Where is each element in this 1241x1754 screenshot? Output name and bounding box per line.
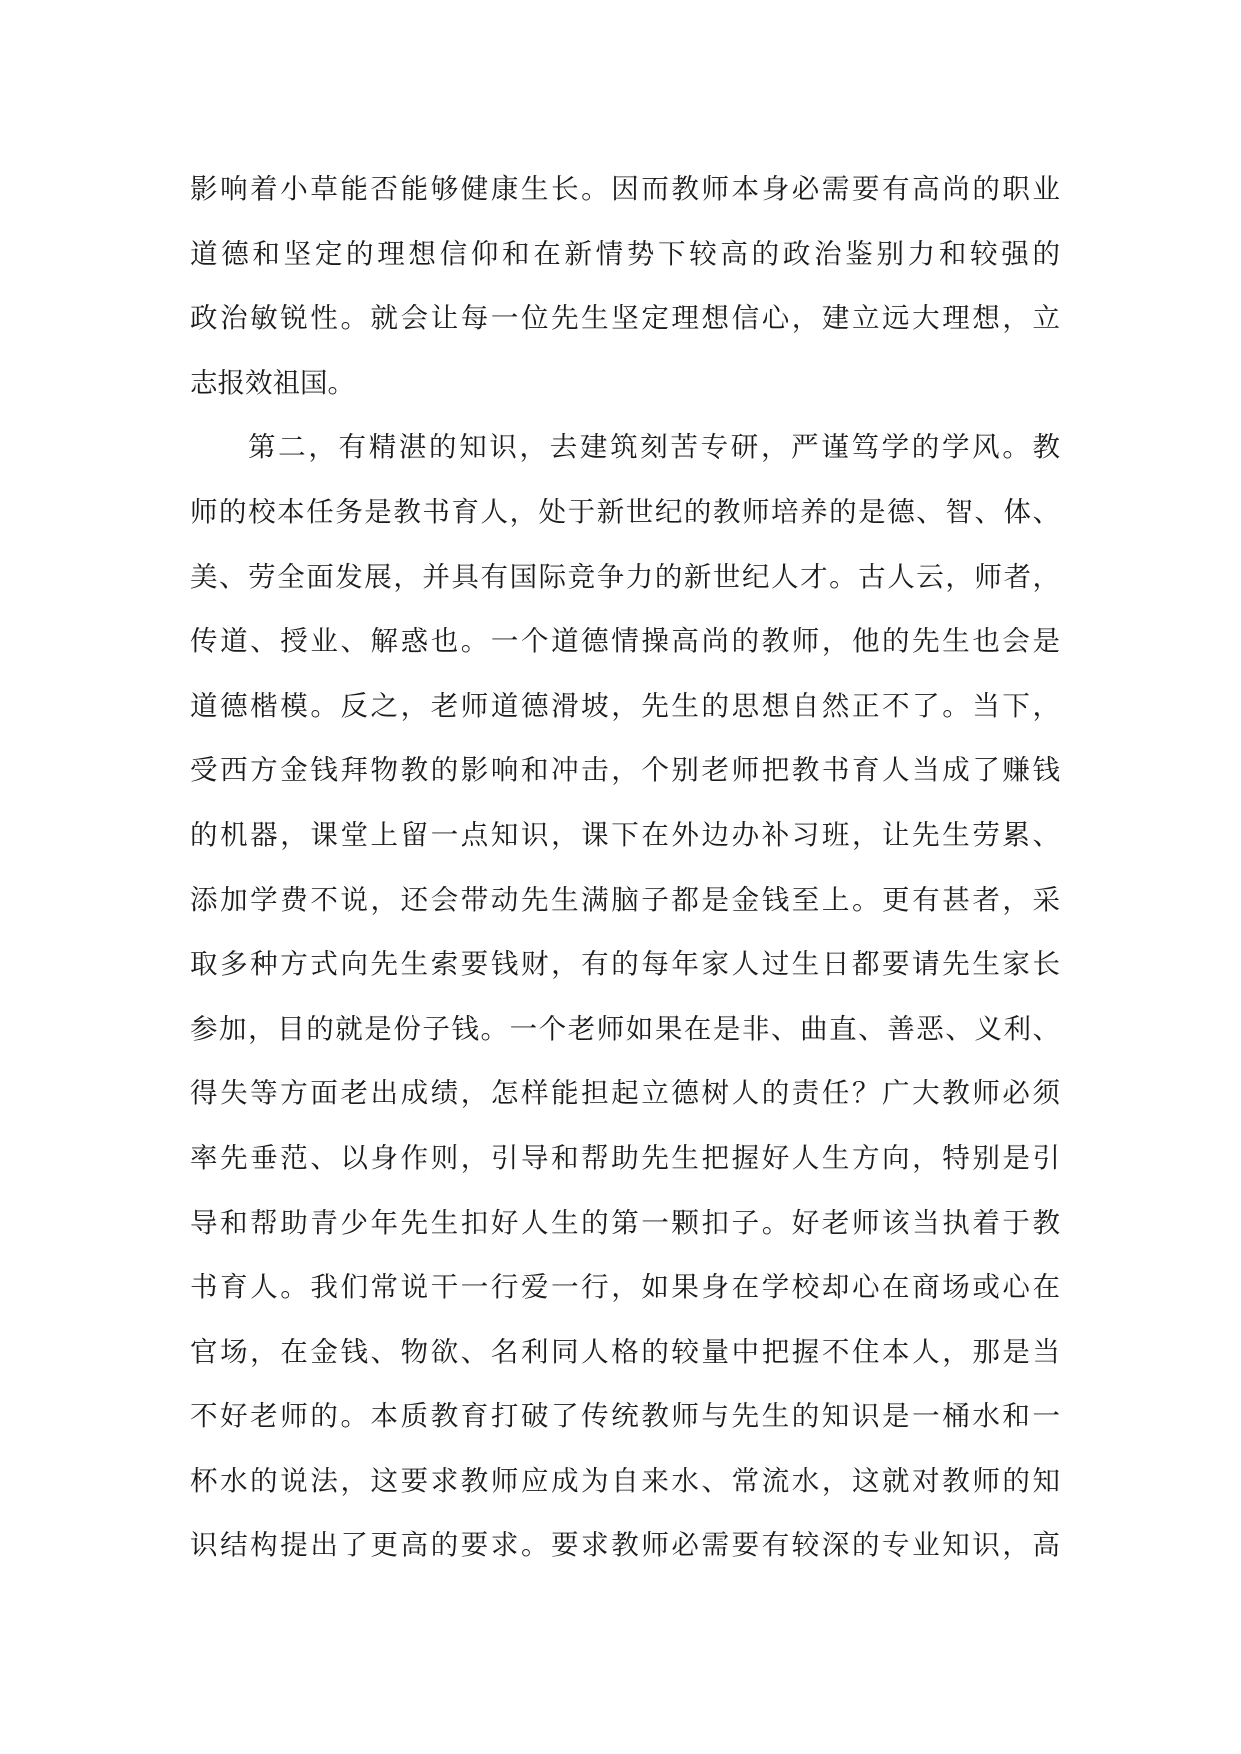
text-line: 得失等方面老出成绩，怎样能担起立德树人的责任？广大教师必须: [190, 1077, 1060, 1110]
text-line: 杯水的说法，这要求教师应成为自来水、常流水，这就对教师的知: [190, 1464, 1060, 1497]
text-line: 受西方金钱拜物教的影响和冲击，个别老师把教书育人当成了赚钱: [190, 754, 1060, 787]
text-line: 师的校本任务是教书育人，处于新世纪的教师培养的是德、智、体、: [190, 495, 1060, 528]
text-line: 添加学费不说，还会带动先生满脑子都是金钱至上。更有甚者，采: [190, 883, 1060, 916]
text-line: 书育人。我们常说干一行爱一行，如果身在学校却心在商场或心在: [190, 1271, 1060, 1304]
paragraph-first-line: 第二，有精湛的知识，去建筑刻苦专研，严谨笃学的学风。教: [248, 431, 1060, 464]
text-line: 道德楷模。反之，老师道德滑坡，先生的思想自然正不了。当下，: [190, 689, 1060, 722]
text-line: 道德和坚定的理想信仰和在新情势下较高的政治鉴别力和较强的: [190, 237, 1060, 270]
text-line: 取多种方式向先生索要钱财，有的每年家人过生日都要请先生家长: [190, 948, 1060, 981]
body-text: [190, 157, 1060, 1578]
text-line: 志报效祖国。: [190, 366, 355, 399]
text-line: 导和帮助青少年先生扣好人生的第一颗扣子。好老师该当执着于教: [190, 1206, 1060, 1239]
text-line: 不好老师的。本质教育打破了传统教师与先生的知识是一桶水和一: [190, 1400, 1060, 1433]
text-line: 识结构提出了更高的要求。要求教师必需要有较深的专业知识，高: [190, 1529, 1060, 1562]
text-line: 的机器，课堂上留一点知识，课下在外边办补习班，让先生劳累、: [190, 818, 1060, 851]
text-line: 传道、授业、解惑也。一个道德情操高尚的教师，他的先生也会是: [190, 625, 1060, 658]
text-line: 率先垂范、以身作则，引导和帮助先生把握好人生方向，特别是引: [190, 1141, 1060, 1174]
text-line: 政治敏锐性。就会让每一位先生坚定理想信心，建立远大理想，立: [190, 302, 1060, 335]
text-line: 影响着小草能否能够健康生长。因而教师本身必需要有高尚的职业: [190, 173, 1060, 205]
text-line: 参加，目的就是份子钱。一个老师如果在是非、曲直、善恶、义利、: [190, 1012, 1060, 1045]
text-line: 官场，在金钱、物欲、名利同人格的较量中把握不住本人，那是当: [190, 1335, 1060, 1368]
text-line: 美、劳全面发展，并具有国际竞争力的新世纪人才。古人云，师者，: [190, 560, 1060, 593]
